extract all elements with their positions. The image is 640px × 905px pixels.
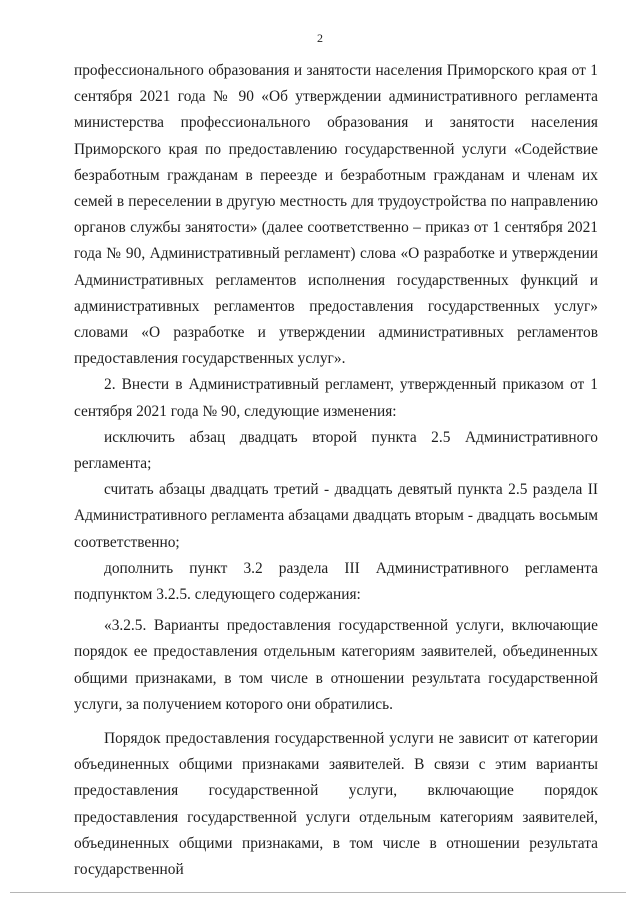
paragraph-subitem-3-2-5: «3.2.5. Варианты предоставления государственной услуги, включающие порядок ее предоставления отдельным категориям заявителей, объединенных общими признаками, в том числе в отношении результата государственной услуги, за получением которого они обратились. — [74, 617, 598, 713]
paragraph-service-procedure: Порядок предоставления государственной услуги не зависит от категории объединенных общими признаками заявителей. В связи с этим варианты предоставления государственной услуги, включающие порядок предоставления государственной услуги отдельным категориям заявителей, объединенных общими признаками, в том числе в отношении результата государственной — [74, 730, 598, 879]
paragraph-add-subitem: дополнить пункт 3.2 раздела III Административного регламента подпунктом 3.2.5. следующего содержания: — [74, 559, 598, 604]
page-number: 2 — [317, 31, 323, 45]
paragraph-renumber-abzacy: считать абзацы двадцать третий - двадцать девятый пункта 2.5 раздела II Административного регламента абзацами двадцать вторым - двадцать восьмым соответственно; — [74, 481, 598, 551]
paragraph-item-2: 2. Внести в Административный регламент, утвержденный приказом от 1 сентября 2021 года № 90, следующие изменения: — [74, 376, 598, 420]
document-body — [74, 58, 598, 883]
paragraph-exclude-abzac: исключить абзац двадцать второй пункта 2.5 Административного регламента; — [74, 428, 598, 473]
paragraph-order-title-amendment: профессионального образования и занятости населения Приморского края от 1 сентября 2021 года № 90 «Об утверждении административного регламента министерства профессионального образования и занятости населения Приморского края по предоставлению государственной услуги «Содействие безработным гражданам в переезде и безработным гражданам и членам их семей в переселении в другую местность для трудоустройства по направлению органов службы занятости» (далее соответственно – приказ от 1 сентября 2021 года № 90, Административный регламент) слова «О разработке и утверждении Административных регламентов исполнения государственных функций и административных регламентов предоставления государственных услуг» словами «О разработке и утверждении административных регламентов предоставления государственных услуг». — [74, 62, 598, 368]
scan-bottom-edge — [10, 892, 626, 893]
